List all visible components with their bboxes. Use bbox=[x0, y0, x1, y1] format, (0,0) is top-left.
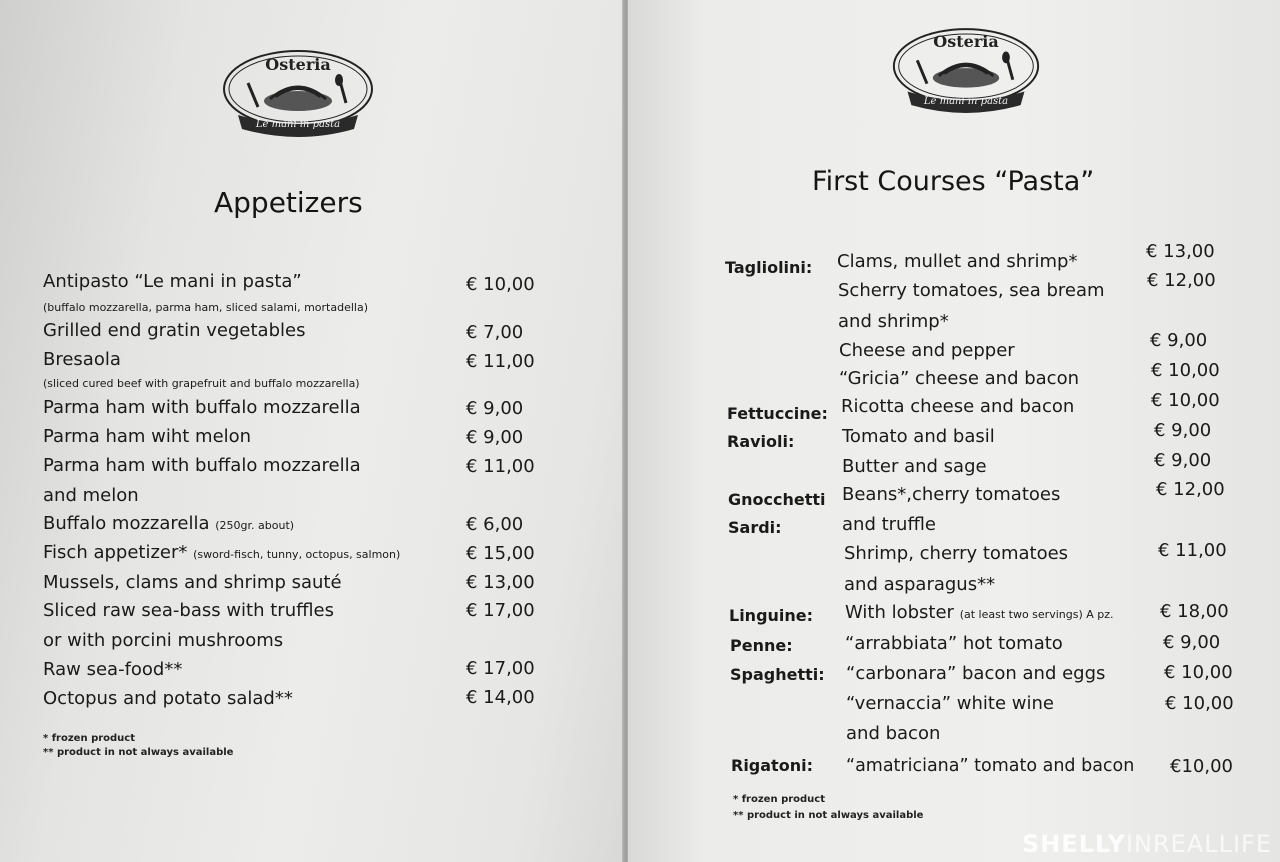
menu-item-antipasto: Antipasto “Le mani in pasta” bbox=[43, 271, 302, 292]
osteria-logo-right bbox=[888, 22, 1044, 122]
pasta-item-cheese-pepper: Cheese and pepper bbox=[839, 340, 1015, 361]
category-penne: Penne: bbox=[730, 636, 793, 655]
footnote-frozen-right: * frozen product bbox=[733, 794, 826, 805]
menu-item-fisch-appetizer bbox=[43, 542, 400, 563]
pasta-item-tomato-basil: Tomato and basil bbox=[842, 426, 995, 447]
menu-item-parma-melon-price: € 9,00 bbox=[466, 427, 524, 448]
pasta-item-scherry-tomatoes-price: € 12,00 bbox=[1147, 270, 1216, 291]
menu-item-buffalo-mozzarella-name: Buffalo mozzarella bbox=[43, 513, 210, 534]
menu-item-buffalo-mozzarella-price: € 6,00 bbox=[466, 514, 524, 535]
category-gnocchetti: Gnocchetti bbox=[728, 490, 826, 509]
pasta-item-scherry-tomatoes: Scherry tomatoes, sea bream bbox=[838, 280, 1105, 301]
pasta-item-tomato-basil-price: € 9,00 bbox=[1154, 420, 1212, 441]
logo-tagline-right: Le mani in pasta bbox=[923, 96, 1009, 107]
menu-item-fisch-appetizer-note: (sword-fisch, tunny, octopus, salmon) bbox=[193, 548, 401, 561]
category-sardi: Sardi: bbox=[728, 518, 782, 537]
pasta-item-arrabbiata: “arrabbiata” hot tomato bbox=[845, 633, 1063, 654]
menu-item-bresaola: Bresaola bbox=[43, 349, 121, 370]
pasta-item-ricotta: Ricotta cheese and bacon bbox=[841, 396, 1075, 417]
category-fettuccine: Fettuccine: bbox=[727, 404, 828, 423]
menu-item-antipasto-price: € 10,00 bbox=[466, 274, 535, 295]
watermark bbox=[1022, 830, 1272, 858]
pasta-item-beans-truffle-price: € 12,00 bbox=[1156, 479, 1225, 500]
logo-tagline: Le mani in pasta bbox=[255, 119, 341, 130]
pasta-item-butter-sage-price: € 9,00 bbox=[1154, 450, 1212, 471]
pasta-item-cheese-pepper-price: € 9,00 bbox=[1150, 330, 1208, 351]
menu-item-parma-mozzarella-melon-price: € 11,00 bbox=[466, 456, 535, 477]
menu-item-sea-bass: Sliced raw sea-bass with truffles bbox=[43, 600, 334, 621]
footnote-availability: ** product in not always available bbox=[43, 747, 234, 758]
menu-item-parma-mozzarella: Parma ham with buffalo mozzarella bbox=[43, 397, 361, 418]
menu-item-sea-bass-cont: or with porcini mushrooms bbox=[43, 630, 284, 651]
logo-name-right: Osteria bbox=[933, 32, 999, 51]
menu-item-parma-mozzarella-price: € 9,00 bbox=[466, 398, 524, 419]
pasta-item-amatriciana-price: €10,00 bbox=[1170, 756, 1233, 777]
pasta-item-vernaccia-cont: and bacon bbox=[846, 723, 941, 744]
menu-item-parma-mozzarella-melon-cont: and melon bbox=[43, 485, 139, 506]
menu-item-sea-bass-price: € 17,00 bbox=[466, 600, 535, 621]
watermark-part2: INREALLIFE bbox=[1125, 830, 1272, 858]
footnote-frozen: * frozen product bbox=[43, 733, 136, 744]
category-ravioli: Ravioli: bbox=[727, 432, 795, 451]
pasta-item-butter-sage: Butter and sage bbox=[842, 456, 987, 477]
pasta-item-arrabbiata-price: € 9,00 bbox=[1163, 632, 1221, 653]
pasta-item-clams-mullet: Clams, mullet and shrimp* bbox=[837, 251, 1078, 272]
pasta-item-beans-truffle-cont: and truffle bbox=[842, 514, 936, 535]
pasta-item-lobster-name: With lobster bbox=[845, 602, 954, 623]
pasta-item-carbonara: “carbonara” bacon and eggs bbox=[846, 663, 1106, 684]
category-spaghetti: Spaghetti: bbox=[730, 665, 825, 684]
pasta-item-lobster-price: € 18,00 bbox=[1160, 601, 1229, 622]
section-title-appetizers: Appetizers bbox=[214, 186, 363, 219]
category-linguine: Linguine: bbox=[729, 606, 814, 625]
category-rigatoni: Rigatoni: bbox=[731, 756, 813, 775]
pasta-item-shrimp-asparagus-cont: and asparagus** bbox=[844, 574, 996, 595]
menu-item-buffalo-mozzarella-note: (250gr. about) bbox=[215, 519, 295, 532]
pasta-item-gricia-price: € 10,00 bbox=[1151, 360, 1220, 381]
footnote-availability-right: ** product in not always available bbox=[733, 810, 924, 821]
menu-item-bresaola-desc: (sliced cured beef with grapefruit and buffalo mozzarella) bbox=[43, 377, 360, 390]
logo-name: Osteria bbox=[265, 55, 331, 74]
pasta-item-lobster bbox=[845, 602, 1114, 623]
menu-item-mussels-price: € 13,00 bbox=[466, 572, 535, 593]
menu-item-buffalo-mozzarella bbox=[43, 513, 294, 534]
pasta-item-shrimp-asparagus-price: € 11,00 bbox=[1158, 540, 1227, 561]
pasta-item-ricotta-price: € 10,00 bbox=[1151, 390, 1220, 411]
menu-page-appetizers bbox=[0, 0, 624, 862]
menu-item-octopus-salad-price: € 14,00 bbox=[466, 687, 535, 708]
pasta-item-amatriciana: “amatriciana” tomato and bacon bbox=[846, 756, 1135, 776]
menu-item-antipasto-desc: (buffalo mozzarella, parma ham, sliced salami, mortadella) bbox=[43, 301, 368, 314]
section-title-pasta: First Courses “Pasta” bbox=[812, 166, 1095, 197]
menu-item-raw-seafood: Raw sea-food** bbox=[43, 659, 183, 680]
pasta-item-vernaccia: “vernaccia” white wine bbox=[846, 693, 1054, 714]
pasta-item-clams-mullet-price: € 13,00 bbox=[1146, 241, 1215, 262]
pasta-item-gricia: “Gricia” cheese and bacon bbox=[839, 368, 1079, 389]
watermark-part1: SHELLY bbox=[1021, 830, 1126, 858]
menu-item-mussels: Mussels, clams and shrimp sauté bbox=[43, 572, 342, 593]
menu-item-octopus-salad: Octopus and potato salad** bbox=[43, 688, 293, 709]
pasta-item-beans-truffle: Beans*,cherry tomatoes bbox=[842, 484, 1061, 505]
osteria-logo bbox=[218, 45, 378, 145]
pasta-item-shrimp-asparagus: Shrimp, cherry tomatoes bbox=[844, 543, 1069, 564]
pasta-item-vernaccia-price: € 10,00 bbox=[1165, 693, 1234, 714]
pasta-item-scherry-tomatoes-cont: and shrimp* bbox=[838, 311, 949, 332]
category-tagliolini: Tagliolini: bbox=[725, 258, 813, 277]
pasta-item-carbonara-price: € 10,00 bbox=[1164, 662, 1233, 683]
menu-item-fisch-appetizer-price: € 15,00 bbox=[466, 543, 535, 564]
menu-item-parma-melon: Parma ham wiht melon bbox=[43, 426, 252, 447]
pasta-item-lobster-note: (at least two servings) A pz. bbox=[959, 608, 1114, 621]
menu-item-raw-seafood-price: € 17,00 bbox=[466, 658, 535, 679]
menu-item-grilled-vegetables-price: € 7,00 bbox=[466, 322, 524, 343]
menu-item-bresaola-price: € 11,00 bbox=[466, 351, 535, 372]
menu-item-parma-mozzarella-melon: Parma ham with buffalo mozzarella bbox=[43, 455, 361, 476]
menu-item-grilled-vegetables: Grilled end gratin vegetables bbox=[43, 320, 306, 341]
menu-item-fisch-appetizer-name: Fisch appetizer* bbox=[43, 542, 188, 563]
